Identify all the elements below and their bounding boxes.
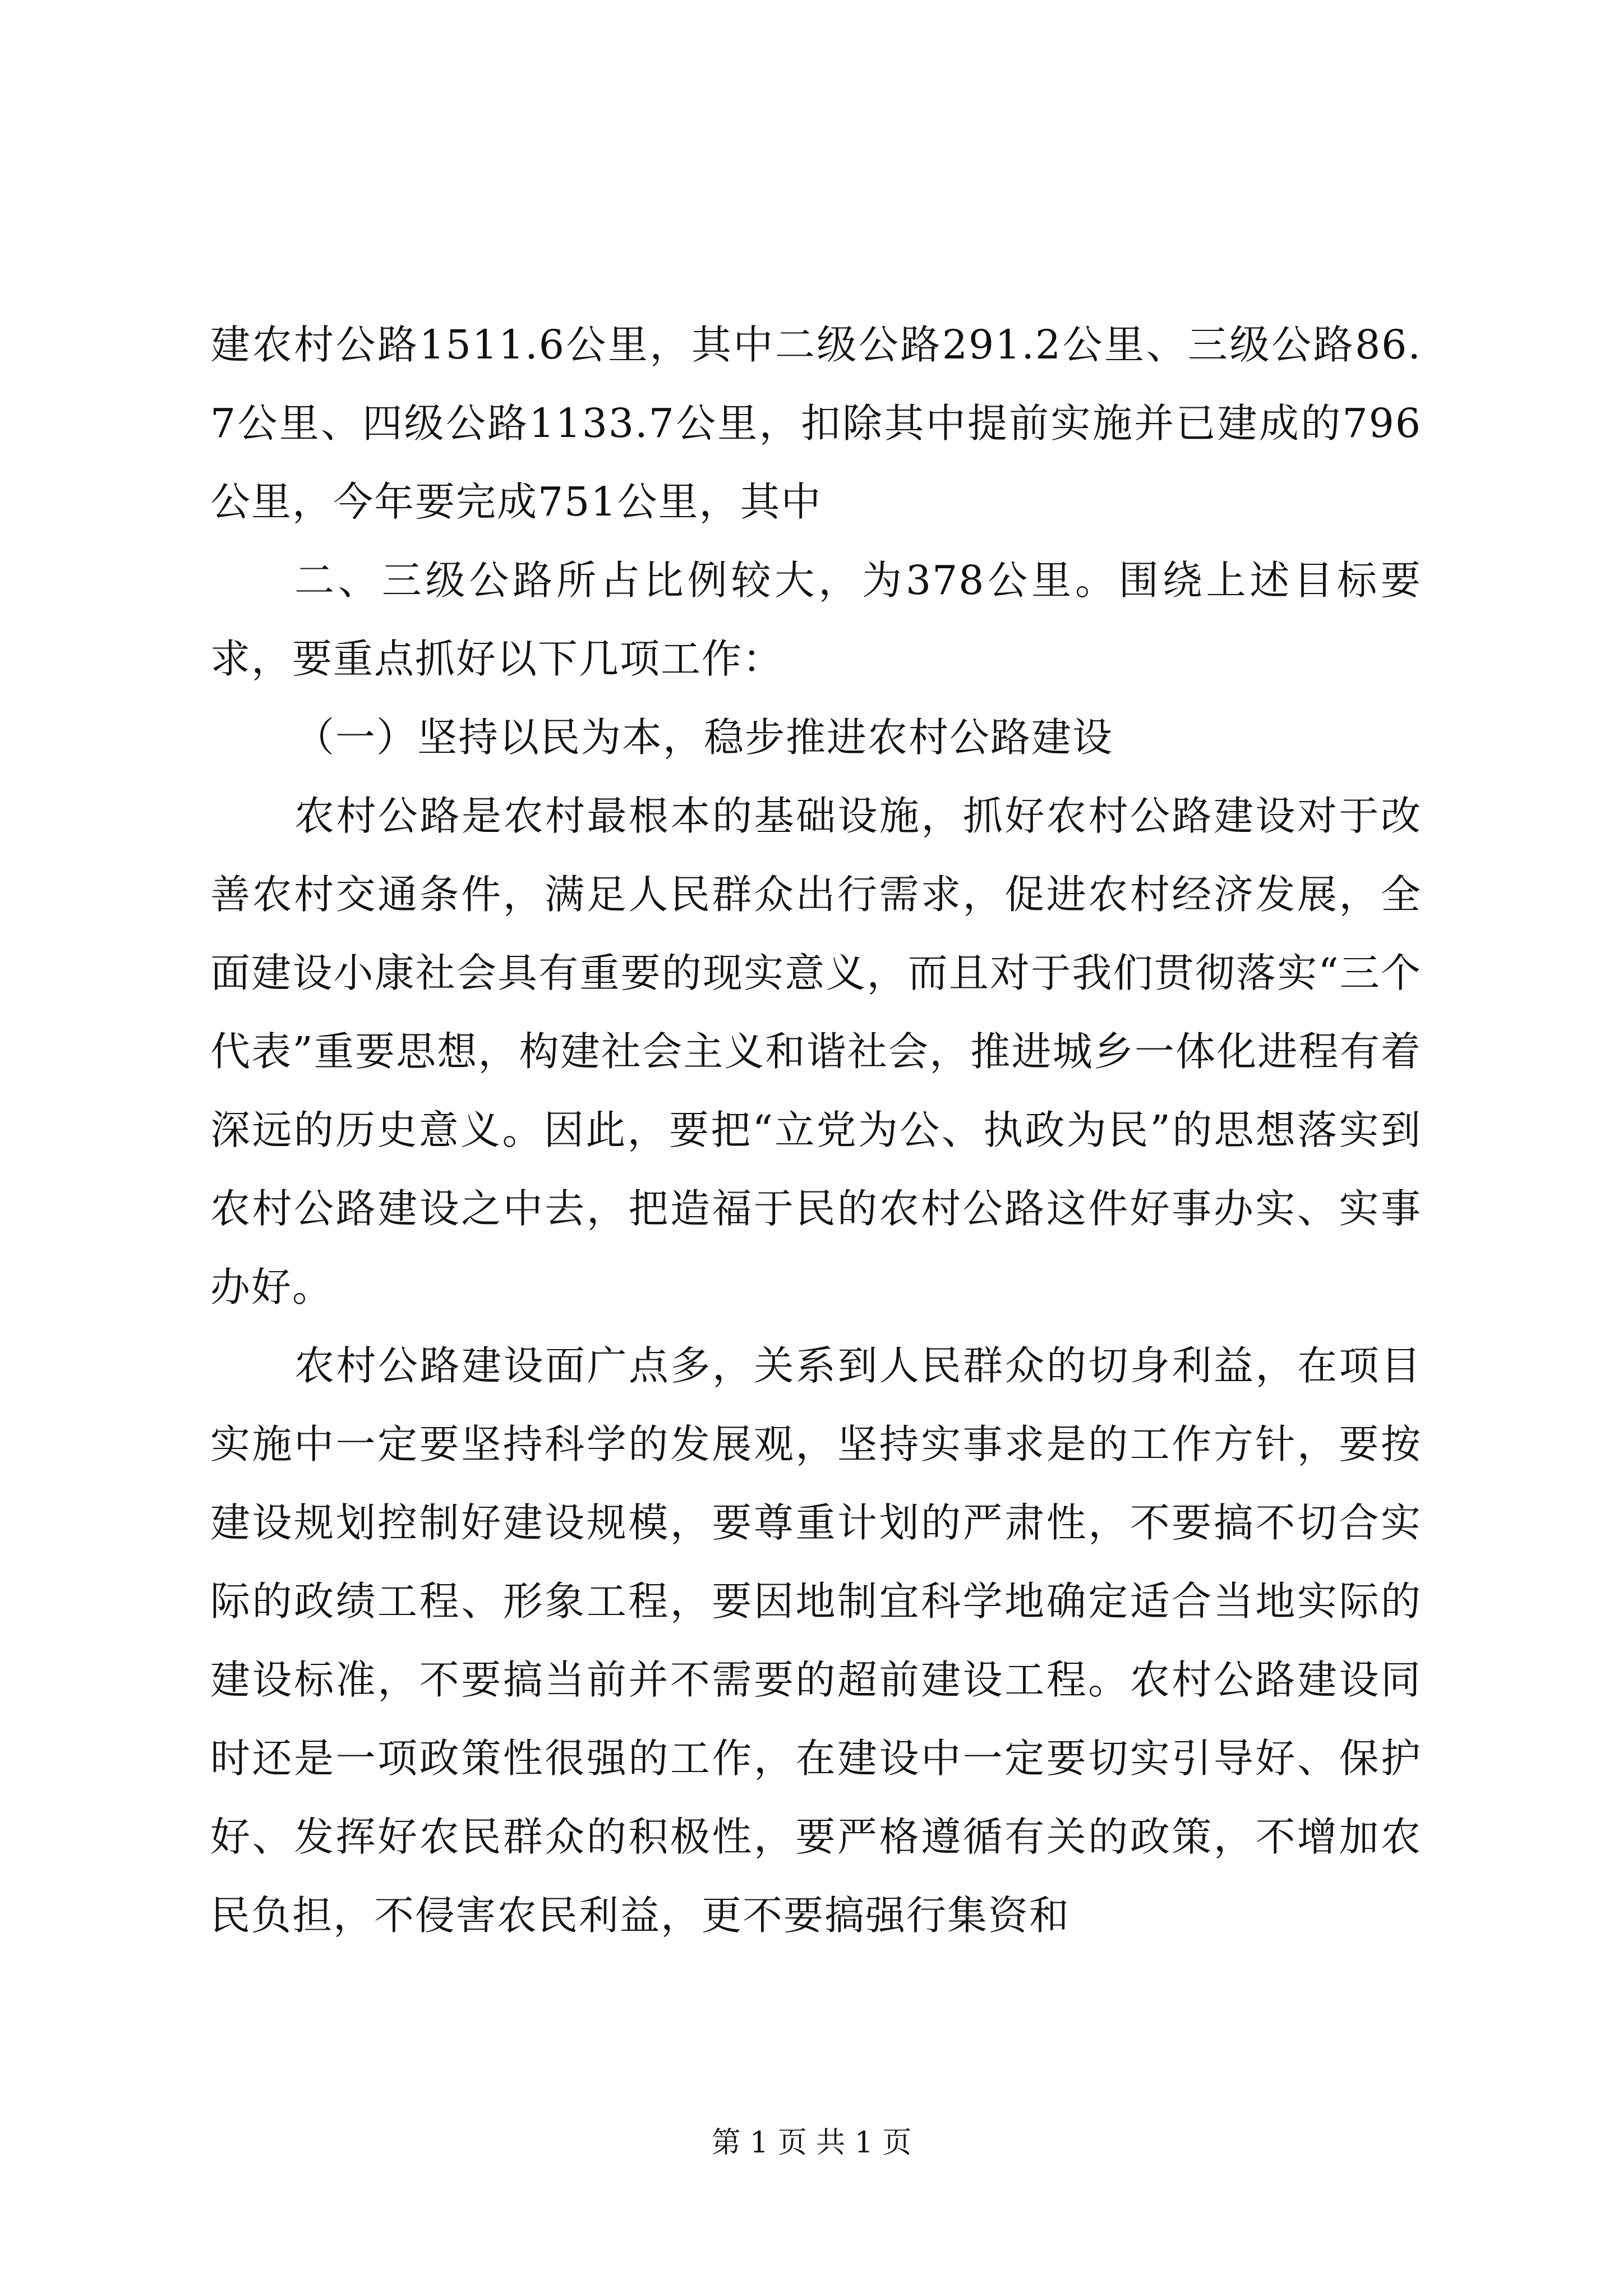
paragraph-continuation: 建农村公路1511.6公里，其中二级公路291.2公里、三级公路86.7公里、四级公路1133.7公里，扣除其中提前实施并已建成的796公里，今年要完成751公里，其中 bbox=[210, 321, 1422, 525]
document-body bbox=[210, 306, 1422, 1955]
section-heading: （一）坚持以民为本，稳步推进农村公路建设 bbox=[294, 714, 1114, 761]
paragraph-significance: 农村公路是农村最根本的基础设施，抓好农村公路建设对于改善农村交通条件，满足人民群众出行需求，促进农村经济发展，全面建设小康社会具有重要的现实意义，而且对于我们贯彻落实“三个代表”重要思想，构建社会主义和谐社会，推进城乡一体化进程有着深远的历史意义。因此，要把“立党为公、执政为民”的思想落实到农村公路建设之中去，把造福于民的农村公路这件好事办实、实事办好。 bbox=[210, 793, 1422, 1310]
page-footer: 第 1 页 共 1 页 bbox=[711, 2126, 912, 2160]
paragraph-implementation: 农村公路建设面广点多，关系到人民群众的切身利益，在项目实施中一定要坚持科学的发展观，坚持实事求是的工作方针，要按建设规划控制好建设规模，要尊重计划的严肃性，不要搞不切合实际的政绩工程、形象工程，要因地制宜科学地确定适合当地实际的建设标准，不要搞当前并不需要的超前建设工程。农村公路建设同时还是一项政策性很强的工作，在建设中一定要切实引导好、保护好、发挥好农民群众的积极性，要严格遵循有关的政策，不增加农民负担，不侵害农民利益，更不要搞强行集资和 bbox=[210, 1342, 1422, 1939]
paragraph-targets: 二、三级公路所占比例较大，为378公里。围绕上述目标要求，要重点抓好以下几项工作： bbox=[210, 557, 1422, 682]
